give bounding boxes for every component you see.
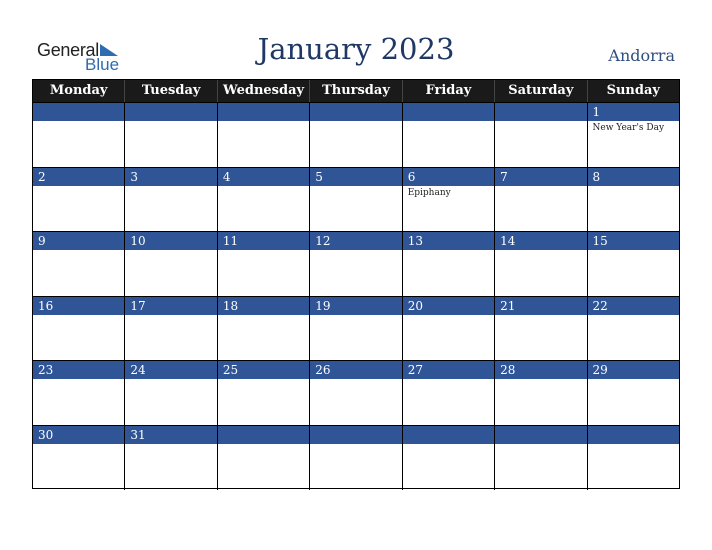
day-cell[interactable] xyxy=(403,361,495,425)
day-number-bar xyxy=(33,426,124,444)
day-number: 21 xyxy=(500,298,516,313)
day-number: 12 xyxy=(315,234,331,248)
day-number-bar xyxy=(403,168,494,186)
day-number-bar xyxy=(33,297,124,315)
page-title: January 2023 xyxy=(257,32,455,66)
day-cell[interactable] xyxy=(33,361,125,425)
day-number: 30 xyxy=(38,427,54,442)
day-number-bar xyxy=(588,232,679,250)
day-cell[interactable] xyxy=(125,168,217,232)
calendar-grid xyxy=(32,79,680,489)
week-row xyxy=(33,296,679,361)
day-number-bar xyxy=(33,361,124,379)
day-cell[interactable] xyxy=(125,103,217,167)
day-number-bar xyxy=(125,426,216,444)
day-number-bar xyxy=(125,361,216,379)
weekday-header: Wednesday xyxy=(218,80,310,102)
day-number-bar xyxy=(403,426,494,444)
day-number-bar xyxy=(495,168,586,186)
day-cell[interactable] xyxy=(403,103,495,167)
day-number-bar xyxy=(33,232,124,250)
day-number: 18 xyxy=(222,298,239,313)
day-number-bar xyxy=(310,168,401,186)
day-cell[interactable] xyxy=(310,426,402,490)
day-cell[interactable] xyxy=(310,103,402,167)
holiday-label: New Year's Day xyxy=(592,123,665,133)
day-number-bar xyxy=(125,232,216,250)
day-number: 29 xyxy=(592,363,608,377)
day-cell[interactable] xyxy=(33,232,125,296)
day-number-bar xyxy=(588,426,679,444)
day-cell[interactable] xyxy=(310,297,402,361)
day-cell[interactable] xyxy=(125,297,217,361)
day-number: 8 xyxy=(592,169,601,184)
weekday-header-row xyxy=(33,80,679,102)
day-cell[interactable] xyxy=(33,426,125,490)
day-cell[interactable] xyxy=(588,361,679,425)
weekday-header: Thursday xyxy=(310,80,402,102)
day-number: 22 xyxy=(592,298,608,313)
day-number-bar xyxy=(218,232,309,250)
day-number-bar xyxy=(218,426,309,444)
day-number-bar xyxy=(310,361,401,379)
day-number: 15 xyxy=(592,234,608,248)
day-number: 5 xyxy=(315,169,323,184)
day-cell[interactable] xyxy=(125,426,217,490)
day-number-bar xyxy=(588,297,679,315)
day-number: 9 xyxy=(38,234,46,248)
day-number: 3 xyxy=(130,169,139,184)
day-cell[interactable] xyxy=(588,103,679,167)
day-number: 10 xyxy=(130,234,146,248)
weekday-header: Tuesday xyxy=(125,80,217,102)
week-row xyxy=(33,167,679,232)
day-number-bar xyxy=(218,103,309,121)
day-number-bar xyxy=(495,361,586,379)
day-number: 25 xyxy=(222,363,239,377)
day-number: 6 xyxy=(407,169,416,184)
day-number-bar xyxy=(310,103,401,121)
day-cell[interactable] xyxy=(218,426,310,490)
day-number: 4 xyxy=(222,169,231,184)
day-cell[interactable] xyxy=(495,361,587,425)
day-number: 14 xyxy=(500,234,516,248)
day-number-bar xyxy=(495,232,586,250)
weekday-header: Friday xyxy=(403,80,495,102)
day-number: 26 xyxy=(315,363,331,377)
day-number: 2 xyxy=(38,169,46,184)
day-number-bar xyxy=(33,103,124,121)
day-number: 17 xyxy=(130,298,146,313)
week-row xyxy=(33,102,679,167)
day-number: 1 xyxy=(592,105,601,119)
day-cell[interactable] xyxy=(218,103,310,167)
day-cell[interactable] xyxy=(403,168,495,232)
weekday-header: Sunday xyxy=(606,83,660,98)
country-label: Andorra xyxy=(608,46,675,65)
day-number: 27 xyxy=(407,363,423,377)
day-cell[interactable] xyxy=(33,168,125,232)
day-cell[interactable] xyxy=(125,361,217,425)
day-number-bar xyxy=(403,232,494,250)
day-number-bar xyxy=(495,103,586,121)
day-number-bar xyxy=(218,361,309,379)
day-cell[interactable] xyxy=(310,168,402,232)
day-number-bar xyxy=(403,361,494,379)
week-row xyxy=(33,425,679,490)
day-number-bar xyxy=(588,361,679,379)
day-cell[interactable] xyxy=(495,426,587,490)
day-cell[interactable] xyxy=(403,232,495,296)
day-cell[interactable] xyxy=(403,297,495,361)
day-cell[interactable] xyxy=(495,297,587,361)
day-cell[interactable] xyxy=(218,168,310,232)
day-number: 16 xyxy=(38,298,54,313)
day-number-bar xyxy=(218,297,309,315)
day-number: 28 xyxy=(500,363,516,377)
day-cell[interactable] xyxy=(218,297,310,361)
day-number-bar xyxy=(495,426,586,444)
day-cell[interactable] xyxy=(403,426,495,490)
day-number: 31 xyxy=(130,427,146,442)
day-cell[interactable] xyxy=(495,103,587,167)
week-row xyxy=(33,231,679,296)
day-number-bar xyxy=(403,103,494,121)
day-number-bar xyxy=(495,297,586,315)
day-number: 7 xyxy=(500,169,508,184)
day-number-bar xyxy=(588,103,679,121)
logo-text-blue: Blue xyxy=(85,55,120,74)
day-number-bar xyxy=(588,168,679,186)
day-number-bar xyxy=(125,103,216,121)
day-number-bar xyxy=(125,168,216,186)
day-number: 13 xyxy=(407,234,423,248)
day-number-bar xyxy=(125,297,216,315)
day-number: 24 xyxy=(130,363,146,377)
day-cell[interactable] xyxy=(588,168,679,232)
day-cell[interactable] xyxy=(33,297,125,361)
day-cell[interactable] xyxy=(310,361,402,425)
weekday-header: Monday xyxy=(33,80,125,102)
day-number: 20 xyxy=(407,298,423,313)
day-number-bar xyxy=(310,297,401,315)
day-cell[interactable] xyxy=(588,232,679,296)
day-number-bar xyxy=(33,168,124,186)
day-cell[interactable] xyxy=(495,168,587,232)
weekday-header: Saturday xyxy=(495,80,587,102)
week-row xyxy=(33,360,679,425)
day-number: 19 xyxy=(315,298,331,313)
logo-text-general: General xyxy=(37,40,99,60)
day-cell[interactable] xyxy=(218,232,310,296)
day-cell[interactable] xyxy=(588,426,679,490)
day-cell[interactable] xyxy=(495,232,587,296)
day-number-bar xyxy=(403,297,494,315)
day-number: 23 xyxy=(38,363,54,377)
day-number-bar xyxy=(310,426,401,444)
day-cell[interactable] xyxy=(125,232,217,296)
day-number: 11 xyxy=(222,234,239,248)
day-cell[interactable] xyxy=(588,297,679,361)
day-number-bar xyxy=(310,232,401,250)
day-cell[interactable] xyxy=(33,103,125,167)
day-number-bar xyxy=(218,168,309,186)
day-cell[interactable] xyxy=(218,361,310,425)
day-cell[interactable] xyxy=(310,232,402,296)
holiday-label: Epiphany xyxy=(407,187,451,198)
